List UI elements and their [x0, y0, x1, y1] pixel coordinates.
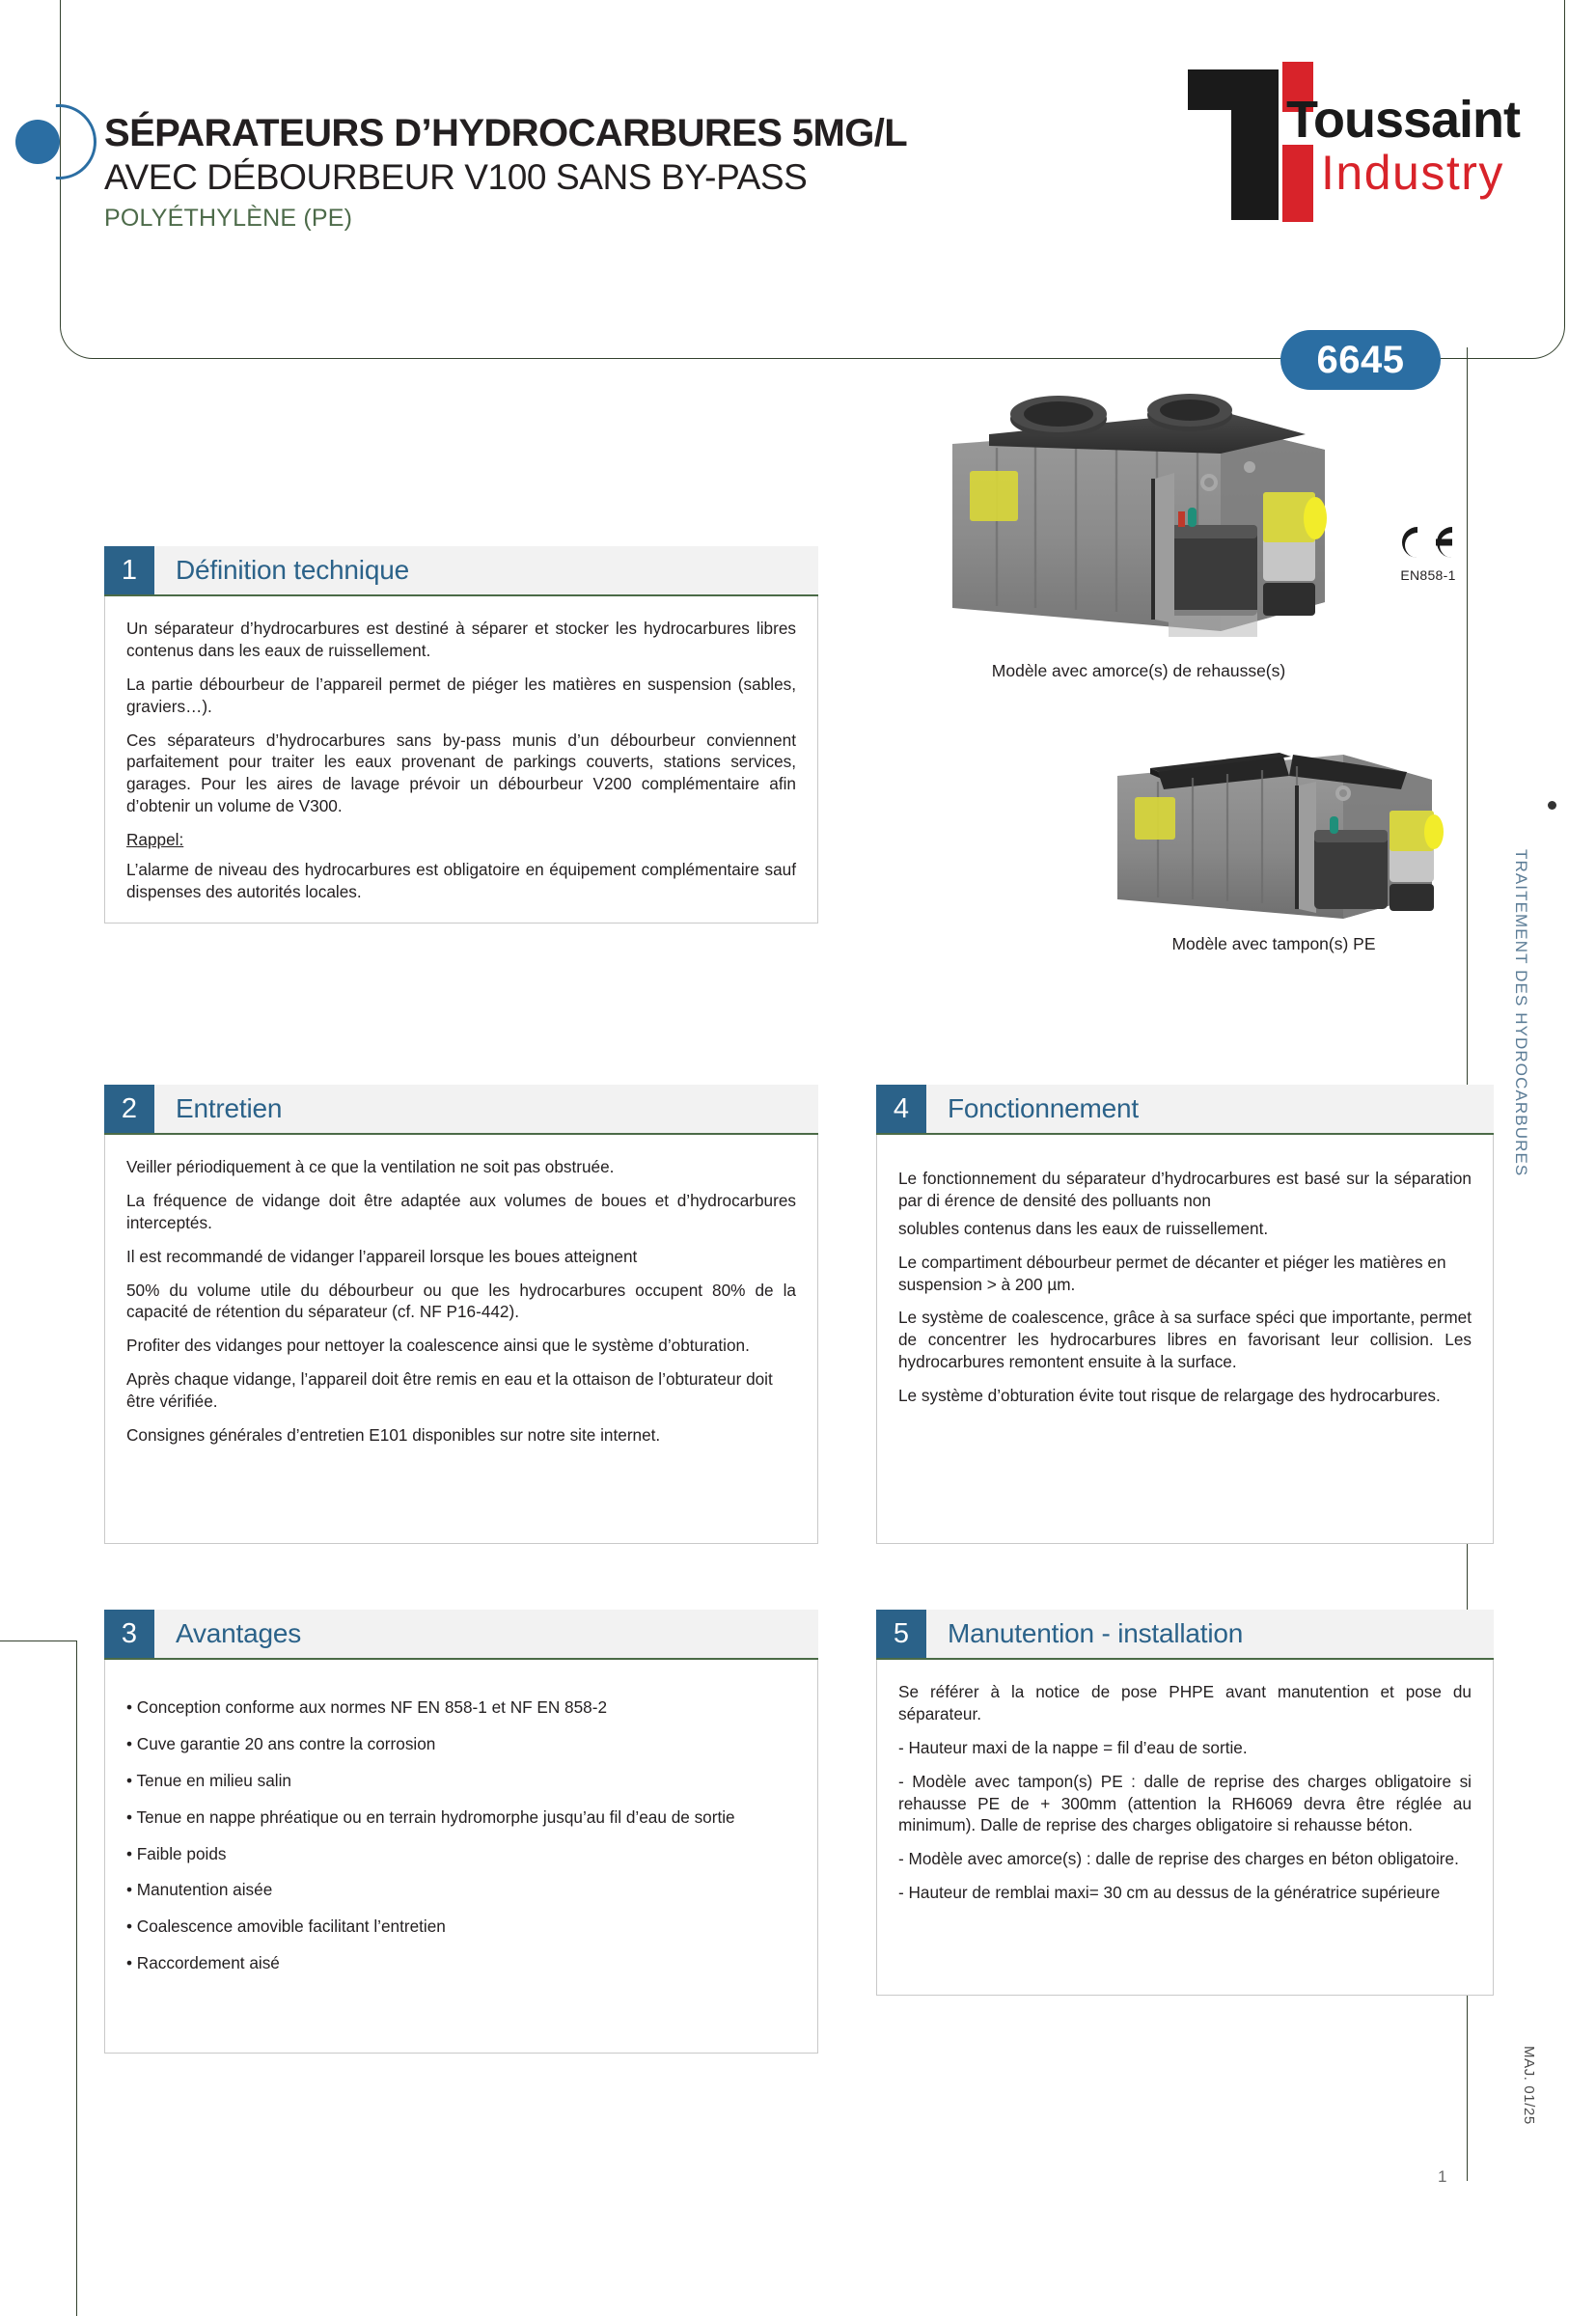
section-body	[104, 1135, 818, 1544]
section-number: 2	[104, 1085, 154, 1135]
page-number: 1	[1438, 2167, 1447, 2186]
paragraph: - Modèle avec amorce(s) : dalle de reprise des charges en béton obligatoire.	[898, 1849, 1459, 1869]
paragraph: solubles contenus dans les eaux de ruissellement.	[898, 1218, 1269, 1238]
company-logo	[1170, 48, 1537, 222]
list-item: • Cuve garantie 20 ans contre la corrosion	[126, 1733, 796, 1755]
section-number: 3	[104, 1610, 154, 1660]
section-body	[876, 1660, 1494, 1996]
section-avantages	[104, 1610, 818, 2054]
section-number: 5	[876, 1610, 926, 1660]
list-item: • Manutention aisée	[126, 1879, 796, 1901]
paragraph: Un séparateur d’hydrocarbures est destiné à séparer et stocker les hydrocarbures libres contenus dans les eaux de ruissellement.	[126, 619, 796, 660]
paragraph: La fréquence de vidange doit être adaptée aux volumes de boues et d’hydrocarbures interceptés.	[126, 1190, 796, 1232]
page-title	[104, 112, 1088, 233]
section-header	[876, 1610, 1494, 1660]
list-item: • Raccordement aisé	[126, 1952, 796, 1974]
logo-mark	[1170, 48, 1537, 222]
section-header	[104, 1085, 818, 1135]
advantages-list	[126, 1696, 796, 1974]
sidebar-category-label: TRAITEMENT DES HYDROCARBURES	[1512, 849, 1530, 1177]
section-title: Entretien	[176, 1093, 283, 1123]
section-title: Fonctionnement	[948, 1093, 1139, 1123]
list-item: • Coalescence amovible facilitant l’entretien	[126, 1916, 796, 1938]
section-fonctionnement	[876, 1085, 1494, 1544]
paragraph: Après chaque vidange, l’appareil doit être remis en eau et la ottaison de l’obturateur doit être vérifiée.	[126, 1369, 773, 1411]
section-number: 1	[104, 546, 154, 596]
paragraph: Se référer à la notice de pose PHPE avant manutention et pose du séparateur.	[898, 1682, 1472, 1723]
figure-caption-amorce: Modèle avec amorce(s) de rehausse(s)	[991, 661, 1286, 680]
section-title: Définition technique	[176, 555, 409, 585]
rappel-label: Rappel:	[126, 830, 184, 849]
product-render-amorce	[931, 378, 1346, 653]
section-header	[104, 1610, 818, 1660]
paragraph: Consignes générales d’entretien E101 disponibles sur notre site internet.	[126, 1424, 661, 1445]
paragraph: Ces séparateurs d’hydrocarbures sans by-pass munis d’un débourbeur conviennent parfaitement pour traiter les eaux provenant de parkings couverts, stations services, garages. Pour les aires de lavage prévoir un débourbeur V200 complémentaire afin d’obtenir un volume de V300.	[126, 730, 796, 816]
paragraph: 50% du volume utile du débourbeur ou que les hydrocarbures occupent 80% de la capacité de rétention du séparateur (cf. NF P16-442).	[126, 1280, 796, 1322]
list-item: • Tenue en nappe phréatique ou en terrain hydromorphe jusqu’au fil d’eau de sortie	[126, 1806, 796, 1829]
title-subtitle: POLYÉTHYLÈNE (PE)	[104, 204, 353, 232]
paragraph: Le compartiment débourbeur permet de décanter et piéger les matières en suspension > à 200 µm.	[898, 1252, 1446, 1294]
section-definition-technique	[104, 546, 818, 924]
product-render-tampon	[1100, 733, 1447, 926]
paragraph: La partie débourbeur de l’appareil permet de piéger les matières en suspension (sables, graviers…).	[126, 674, 796, 716]
section-header	[104, 546, 818, 596]
product-code-badge: 6645	[1280, 330, 1441, 390]
section-entretien	[104, 1085, 818, 1544]
section-body	[876, 1135, 1494, 1544]
paragraph: Profiter des vidanges pour nettoyer la coalescence ainsi que le système d’obturation.	[126, 1336, 750, 1356]
section-body	[104, 1660, 818, 2054]
title-line-2: AVEC DÉBOURBEUR V100 SANS BY-PASS	[104, 157, 808, 198]
decorative-frame-bottom	[0, 1640, 77, 2316]
paragraph: Le système de coalescence, grâce à sa surface spéci que importante, permet de concentrer les hydrocarbures libres en favorisant leur collision. Les hydrocarbures remontent ensuite à la surface.	[898, 1308, 1472, 1372]
section-body	[104, 596, 818, 924]
paragraph: Le système d’obturation évite tout risque de relargage des hydrocarbures.	[898, 1386, 1441, 1405]
list-item: • Conception conforme aux normes NF EN 858-1 et NF EN 858-2	[126, 1696, 796, 1719]
paragraph: - Hauteur de remblai maxi= 30 cm au dessus de la génératrice supérieure	[898, 1883, 1441, 1903]
revision-label: MAJ. 01/25	[1521, 2046, 1537, 2125]
decorative-dot-right	[1548, 801, 1556, 810]
paragraph: - Hauteur maxi de la nappe = fil d’eau de sortie.	[898, 1737, 1248, 1757]
section-number: 4	[876, 1085, 926, 1135]
list-item: • Faible poids	[126, 1843, 796, 1865]
svg-text:Toussaint: Toussaint	[1286, 91, 1521, 149]
figure-caption-tampon: Modèle avec tampon(s) PE	[1171, 934, 1376, 953]
paragraph: Le fonctionnement du séparateur d’hydrocarbures est basé sur la séparation par di érence de densité des polluants non	[898, 1169, 1472, 1210]
paragraph: Veiller périodiquement à ce que la ventilation ne soit pas obstruée.	[126, 1157, 615, 1176]
section-header	[876, 1085, 1494, 1135]
decorative-dot	[15, 120, 60, 164]
paragraph: - Modèle avec tampon(s) PE : dalle de reprise des charges obligatoire si rehausse PE de + 300mm (attention la RH6069 devra être réglée au minimum). Dalle de reprise des charges obligatoire si rehausse béton.	[898, 1771, 1472, 1835]
title-line-1: SÉPARATEURS D’HYDROCARBURES 5MG/L	[104, 112, 908, 154]
product-figure-tampon	[1071, 733, 1476, 954]
rappel-text: L’alarme de niveau des hydrocarbures est obligatoire en équipement complémentaire sauf dispenses des autorités locales.	[126, 859, 796, 901]
product-figure-amorce	[868, 378, 1409, 681]
section-title: Avantages	[176, 1618, 302, 1648]
section-manutention-installation	[876, 1610, 1494, 1996]
paragraph: Il est recommandé de vidanger l’appareil lorsque les boues atteignent	[126, 1246, 638, 1266]
section-title: Manutention - installation	[948, 1618, 1244, 1648]
svg-text:Industry: Industry	[1321, 146, 1504, 200]
ce-norm-label: EN858-1	[1400, 567, 1456, 583]
list-item: • Tenue en milieu salin	[126, 1770, 796, 1792]
